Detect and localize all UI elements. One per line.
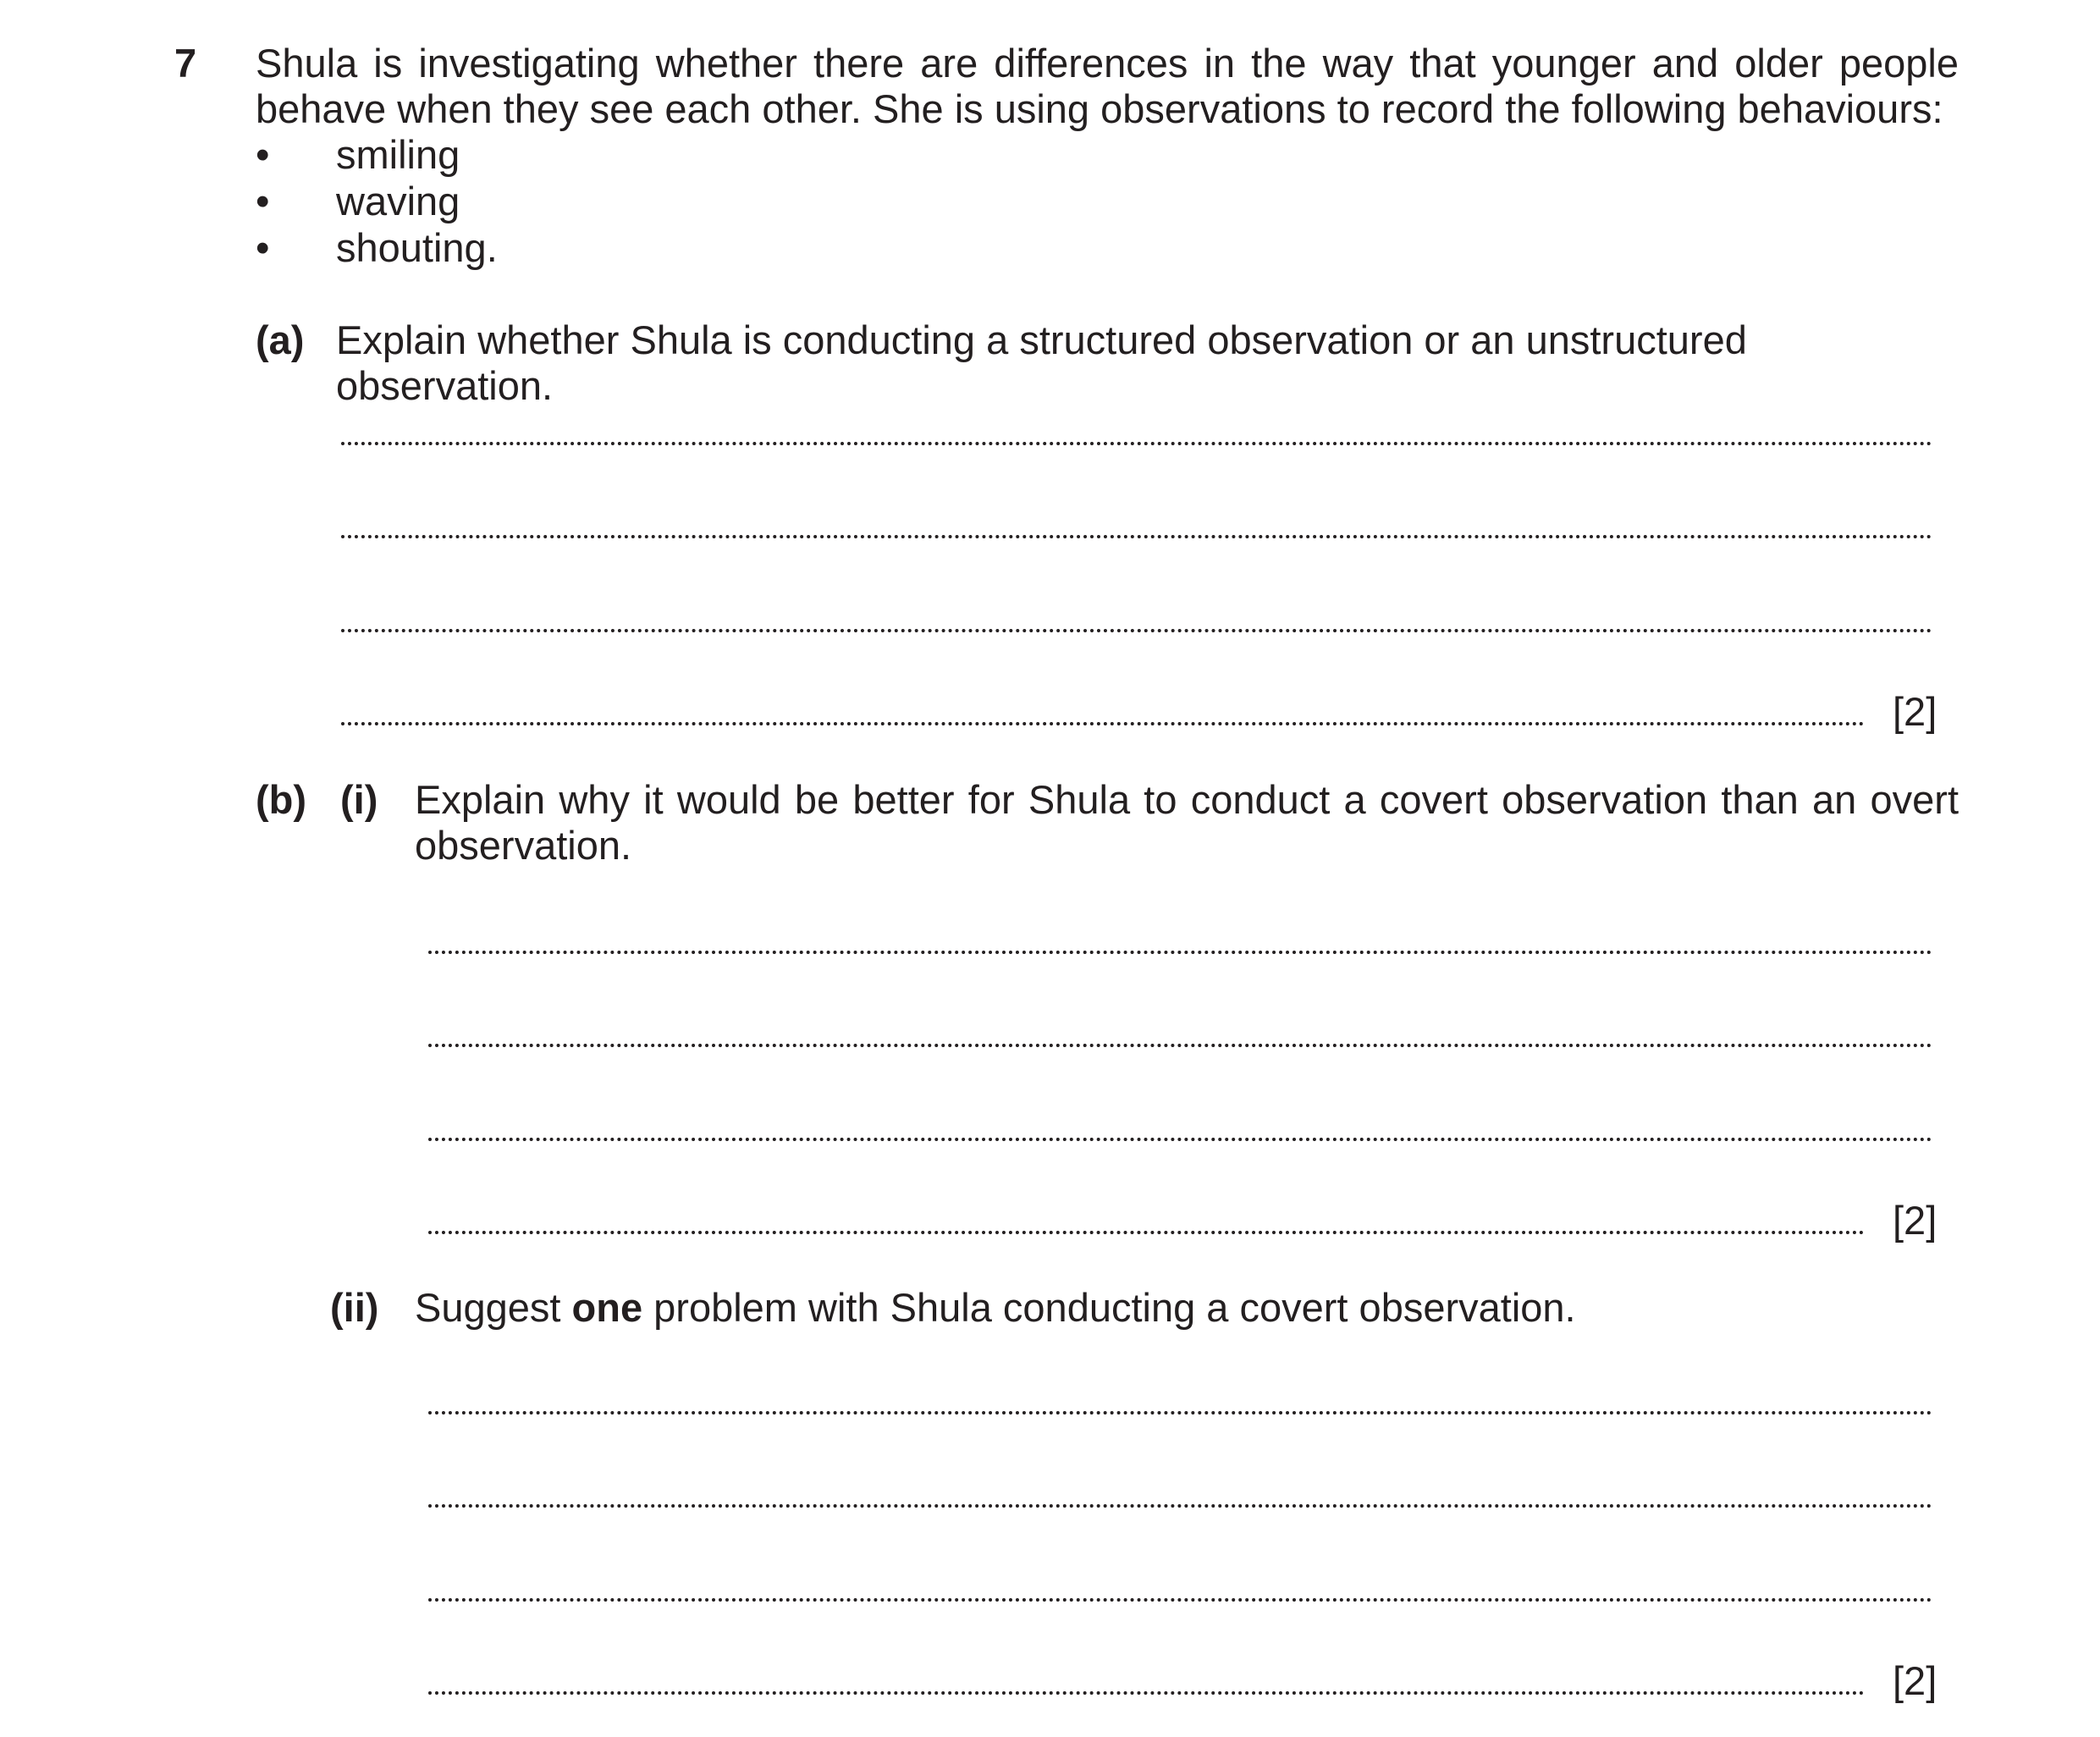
part-b-ii-question	[415, 1285, 1959, 1331]
answer-line[interactable]	[428, 1138, 1932, 1141]
answer-line[interactable]	[428, 1044, 1932, 1047]
part-a-question: Explain whether Shula is conducting a structured observation or an unstructured observation.	[336, 317, 1747, 408]
answer-line[interactable]	[428, 1598, 1932, 1602]
part-b-ii-text-start: Suggest	[415, 1285, 572, 1330]
answer-line[interactable]	[428, 1691, 1865, 1695]
answer-line[interactable]	[341, 442, 1932, 445]
part-a-label: (a)	[256, 317, 305, 362]
part-b-ii-text-end: problem with Shula conducting a covert observation.	[642, 1285, 1576, 1330]
part-b-i-marks: [2]	[1893, 1198, 1937, 1243]
answer-line[interactable]	[428, 1411, 1932, 1414]
answer-line[interactable]	[341, 535, 1932, 538]
bullet-smiling: smiling	[336, 132, 460, 177]
question-number: 7	[174, 41, 197, 85]
part-b-i-question: Explain why it would be better for Shula to conduct a covert observation than an overt observation.	[415, 777, 1959, 868]
part-a-marks: [2]	[1893, 689, 1937, 734]
part-b-ii-emphasis: one	[571, 1285, 643, 1330]
bullet-point-icon: •	[256, 225, 270, 270]
bullet-point-icon: •	[256, 132, 270, 177]
part-b-label: (b)	[256, 777, 307, 822]
part-b-ii-marks: [2]	[1893, 1658, 1937, 1703]
bullet-shouting: shouting.	[336, 225, 498, 270]
answer-line[interactable]	[428, 1231, 1865, 1234]
answer-line[interactable]	[428, 1504, 1932, 1508]
answer-line[interactable]	[341, 722, 1865, 725]
part-b-ii-label: (ii)	[330, 1285, 379, 1330]
question-stem: Shula is investigating whether there are differences in the way that younger and older people behave when they see each other. She is using observations to record the following behaviours:	[256, 41, 1959, 131]
bullet-point-icon: •	[256, 179, 270, 223]
part-b-i-label: (i)	[340, 777, 378, 822]
answer-line[interactable]	[341, 629, 1932, 632]
bullet-waving: waving	[336, 179, 460, 223]
answer-line[interactable]	[428, 951, 1932, 954]
